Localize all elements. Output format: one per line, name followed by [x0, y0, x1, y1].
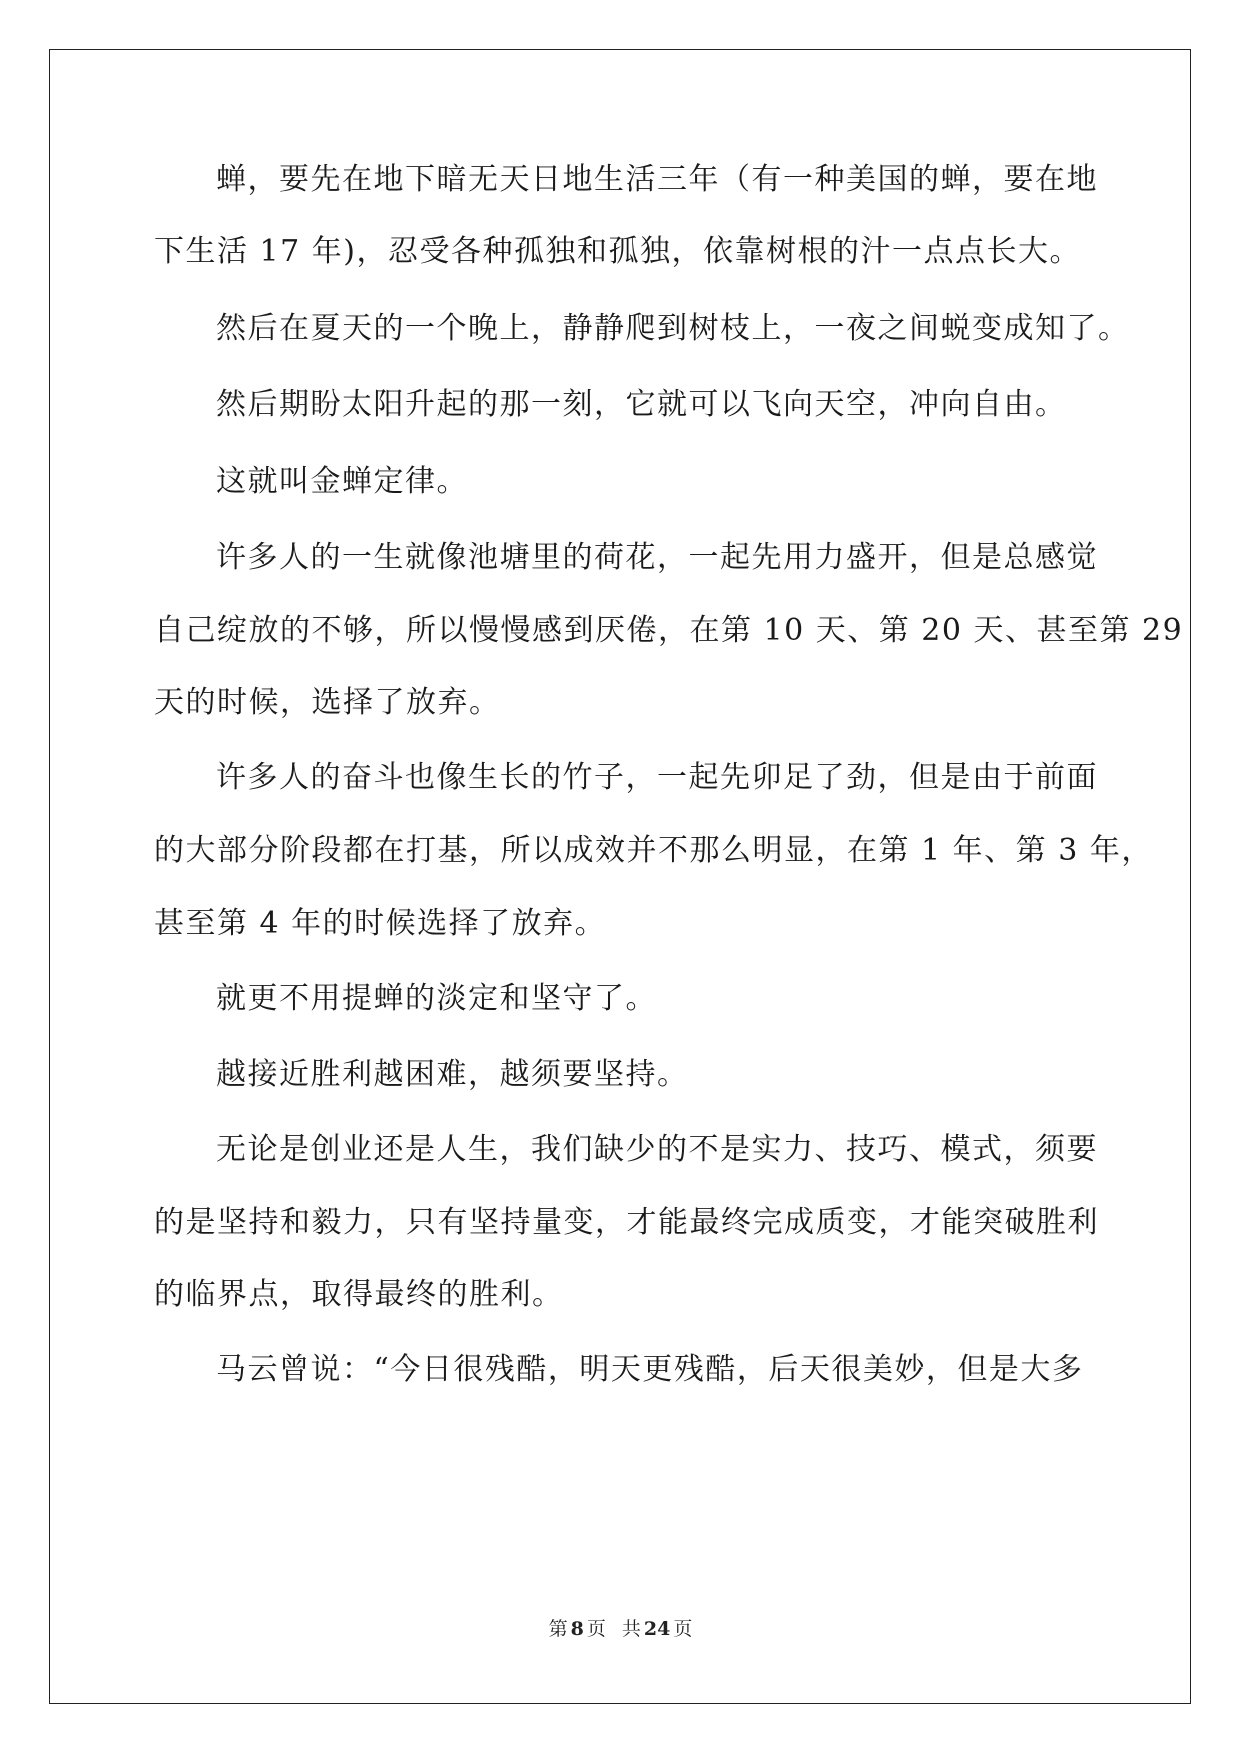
- text-line: 的临界点，取得最终的胜利。: [154, 1277, 564, 1312]
- total-label-prefix: 共: [621, 1618, 641, 1640]
- text-line: 这就叫金蝉定律。: [216, 464, 468, 499]
- page-footer: [0, 1617, 1241, 1641]
- text-line: 然后期盼太阳升起的那一刻，它就可以飞向天空，冲向自由。: [216, 387, 1067, 422]
- text-line: 蝉，要先在地下暗无天日地生活三年（有一种美国的蝉，要在地: [216, 162, 1098, 197]
- page-number: 8: [570, 1618, 584, 1640]
- text-line: 天的时候，选择了放弃。: [154, 685, 501, 720]
- text-line: 马云曾说：“今日很残酷，明天更残酷，后天很美妙，但是大多: [216, 1352, 1084, 1387]
- page-label-suffix: 页: [586, 1618, 606, 1640]
- text-line: 下生活 17 年)，忍受各种孤独和孤独，依靠树根的汁一点点长大。: [154, 234, 1081, 269]
- text-line: 的是坚持和毅力，只有坚持量变，才能最终完成质变，才能突破胜利: [154, 1205, 1099, 1240]
- text-line: 就更不用提蝉的淡定和坚守了。: [216, 981, 657, 1016]
- text-line: 无论是创业还是人生，我们缺少的不是实力、技巧、模式，须要: [216, 1132, 1098, 1167]
- text-line: 许多人的一生就像池塘里的荷花，一起先用力盛开，但是总感觉: [216, 540, 1098, 575]
- total-pages: 24: [643, 1618, 671, 1640]
- text-line: 越接近胜利越困难，越须要坚持。: [216, 1057, 689, 1092]
- text-line: 许多人的奋斗也像生长的竹子，一起先卯足了劲，但是由于前面: [216, 760, 1098, 795]
- total-label-suffix: 页: [673, 1618, 693, 1640]
- text-line: 自己绽放的不够，所以慢慢感到厌倦，在第 10 天、第 20 天、甚至第 29: [154, 613, 1184, 648]
- page-label-prefix: 第: [548, 1618, 568, 1640]
- text-line: 然后在夏天的一个晚上，静静爬到树枝上，一夜之间蜕变成知了。: [216, 311, 1130, 346]
- page-border: [49, 49, 1191, 1704]
- text-line: 的大部分阶段都在打基，所以成效并不那么明显，在第 1 年、第 3 年，: [154, 833, 1153, 868]
- text-line: 甚至第 4 年的时候选择了放弃。: [154, 906, 607, 941]
